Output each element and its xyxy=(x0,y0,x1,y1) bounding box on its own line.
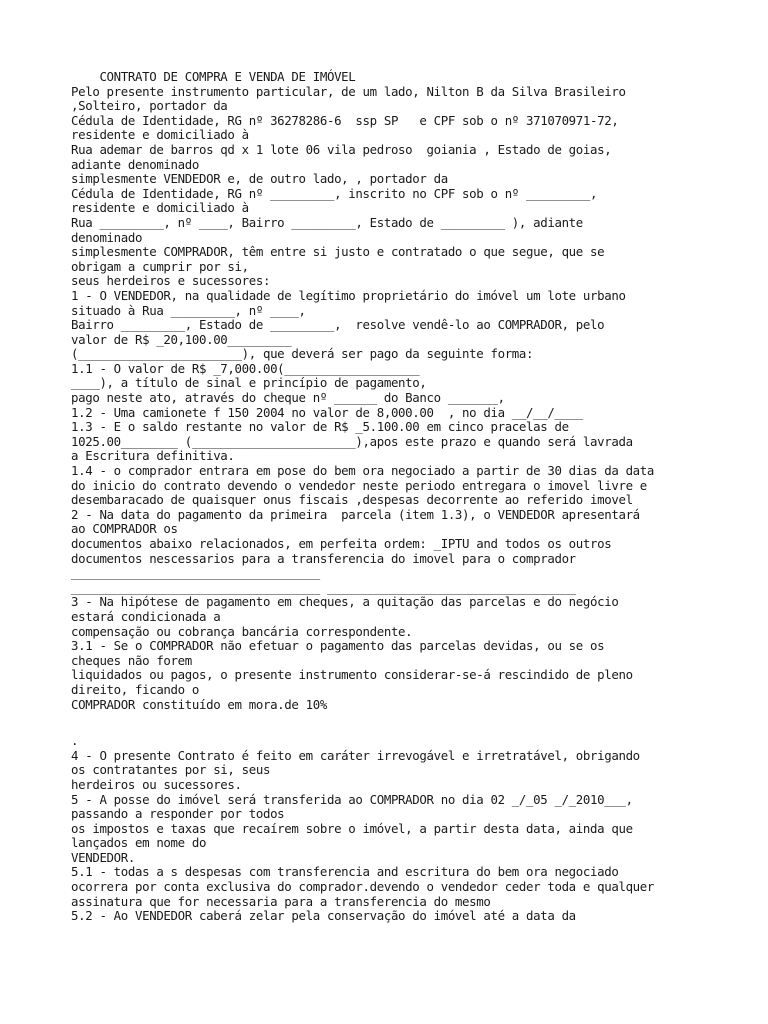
contract-line: cheques não forem xyxy=(71,652,192,668)
contract-line: herdeiros ou sucessores. xyxy=(71,776,242,792)
contract-line: (_______________________), que deverá ser pago da seguinte forma: xyxy=(71,346,534,362)
contract-line: 2 - Na data do pagamento da primeira parcela (item 1.3), o VENDEDOR apresentará xyxy=(71,506,640,522)
contract-line: 3 - Na hipótese de pagamento em cheques, a quitação das parcelas e do negócio xyxy=(71,594,619,610)
contract-line: Pelo presente instrumento particular, de um lado, Nilton B da Silva Brasileiro xyxy=(71,83,626,99)
contract-line: a Escritura definitiva. xyxy=(71,448,235,464)
contract-line: 1.3 - E o saldo restante no valor de R$ _5.100.00 em cinco pracelas de xyxy=(71,419,569,435)
contract-line: 5.1 - todas a s despesas com transferencia and escritura do bem ora negociado xyxy=(71,864,619,880)
contract-line: desembaracado de quaisquer onus fiscais ,despesas decorrente ao referido imovel xyxy=(71,492,633,508)
contract-line: 1025.00________ (_______________________),apos este prazo e quando será lavrada xyxy=(71,433,633,449)
contract-line: Rua _________, nº ____, Bairro _________, Estado de _________ ), adiante xyxy=(71,214,583,230)
contract-line: ____), a título de sinal e princípio de pagamento, xyxy=(71,375,427,391)
contract-line: estará condicionada a xyxy=(71,608,221,624)
contract-line: pago neste ato, através do cheque nº ______ do Banco _______, xyxy=(71,390,505,406)
contract-document xyxy=(71,70,761,924)
document-title: CONTRATO DE COMPRA E VENDA DE IMÓVEL xyxy=(71,69,356,84)
contract-line: seus herdeiros e sucessores: xyxy=(71,273,271,289)
contract-line: ___________________________________ ___________________________________ xyxy=(71,579,576,595)
contract-line: direito, ficando o xyxy=(71,681,199,697)
contract-line: residente e domiciliado à xyxy=(71,200,249,216)
contract-line: do inicio do contrato devendo o vendedor neste periodo entregara o imovel livre e xyxy=(71,477,647,493)
contract-line: valor de R$ _20,100.00_________ xyxy=(71,331,292,347)
contract-line: COMPRADOR constituído em mora.de 10% xyxy=(71,696,327,712)
contract-line: 4 - O presente Contrato é feito em caráter irrevogável e irretratável, obrigando xyxy=(71,747,640,763)
contract-line: os contratantes por si, seus xyxy=(71,762,271,778)
contract-line: Bairro _________, Estado de _________, resolve vendê-lo ao COMPRADOR, pelo xyxy=(71,317,605,333)
contract-body-continued xyxy=(71,734,761,924)
contract-line: Cédula de Identidade, RG nº _________, inscrito no CPF sob o nº _________, xyxy=(71,185,598,201)
contract-line: 1.2 - Uma camionete f 150 2004 no valor de 8,000.00 , no dia __/__/____ xyxy=(71,404,583,420)
contract-line: documentos nescessarios para a transferencia do imovel para o comprador xyxy=(71,550,576,566)
contract-line: ,Solteiro, portador da xyxy=(71,98,228,114)
contract-line: simplesmente VENDEDOR e, de outro lado, , portador da xyxy=(71,171,448,187)
paragraph-gap xyxy=(71,712,761,734)
contract-line: 5 - A posse do imóvel será transferida ao COMPRADOR no dia 02 _/_05 _/_2010___, xyxy=(71,791,633,807)
contract-line: 1.1 - O valor de R$ _7,000.00(___________________ xyxy=(71,360,420,376)
contract-line: situado à Rua _________, nº ____, xyxy=(71,302,306,318)
contract-line: os impostos e taxas que recaírem sobre o imóvel, a partir desta data, ainda que xyxy=(71,820,633,836)
contract-line: ocorrera por conta exclusiva do comprador.devendo o vendedor ceder toda e qualquer xyxy=(71,879,655,895)
contract-line: Rua ademar de barros qd x 1 lote 06 vila pedroso goiania , Estado de goias, xyxy=(71,141,612,157)
contract-line: assinatura que for necessaria para a transferencia do mesmo xyxy=(71,893,491,909)
contract-line: residente e domiciliado à xyxy=(71,127,249,143)
contract-body xyxy=(71,85,761,713)
contract-line: VENDEDOR. xyxy=(71,849,135,865)
contract-line: . xyxy=(71,733,79,749)
contract-line: liquidados ou pagos, o presente instrumento considerar-se-á rescindido de pleno xyxy=(71,667,633,683)
contract-line: lançados em nome do xyxy=(71,835,207,851)
contract-line: Cédula de Identidade, RG nº 36278286-6 ssp SP e CPF sob o nº 371070971-72, xyxy=(71,112,619,128)
contract-line: passando a responder por todos xyxy=(71,806,285,822)
contract-line: 3.1 - Se o COMPRADOR não efetuar o pagamento das parcelas devidas, ou se os xyxy=(71,638,605,654)
contract-line: simplesmente COMPRADOR, têm entre si justo e contratado o que segue, que se xyxy=(71,244,605,260)
contract-line: adiante denominado xyxy=(71,156,199,172)
contract-line: denominado xyxy=(71,229,143,245)
contract-line: 1.4 - o comprador entrara em pose do bem ora negociado a partir de 30 dias da data xyxy=(71,463,655,479)
contract-line: obrigam a cumprir por si, xyxy=(71,258,249,274)
contract-line: documentos abaixo relacionados, em perfeita ordem: _IPTU and todos os outros xyxy=(71,536,612,551)
contract-line: 1 - O VENDEDOR, na qualidade de legítimo proprietário do imóvel um lote urbano xyxy=(71,287,626,303)
contract-line: compensação ou cobrança bancária correspondente. xyxy=(71,623,413,639)
contract-line: ao COMPRADOR os xyxy=(71,521,178,537)
contract-line: ___________________________________ xyxy=(71,565,320,581)
contract-line: 5.2 - Ao VENDEDOR caberá zelar pela conservação do imóvel até a data da xyxy=(71,908,576,924)
